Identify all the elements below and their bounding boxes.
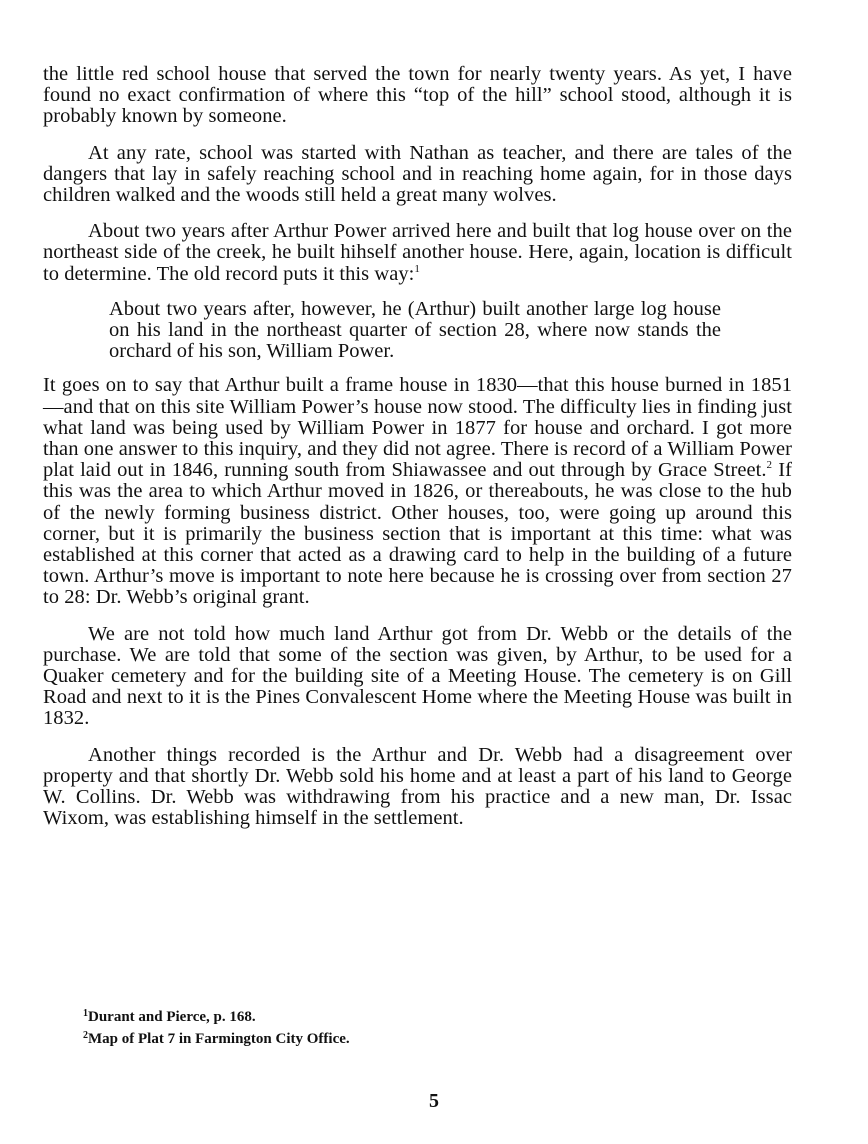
- paragraph-frame-house: [43, 375, 792, 608]
- footnote-text: Map of Plat 7 in Farmington City Office.: [88, 1031, 350, 1047]
- paragraph-text-part1: It goes on to say that Arthur built a frame house in 1830—that this house burned in 1851—and that on this site William Power’s house now stood. The difficulty lies in finding just what land was being used by William Power in 1877 for house and orchard. I got more than one answer to this inquiry, and they did not agree. There is record of a William Power plat laid out in 1846, running south from Shiawassee and out through by Grace Street.: [43, 374, 792, 482]
- footnote-mark: 1: [83, 1008, 88, 1019]
- footnote-mark: 2: [83, 1030, 88, 1041]
- quote-text: About two years after, however, he (Arthur) built another large log house on his land in the northeast quarter of section 28, where now stands the orchard of his son, William Power.: [109, 297, 721, 363]
- footnote-2: [83, 1028, 683, 1050]
- paragraph-text-part2: If this was the area to which Arthur moved in 1826, or thereabouts, he was close to the hub of the newly forming business district. Other houses, too, were going up around this corner, but it is primarily the business section that is important at this time: what was established at this corner that acted as a drawing card to help in the building of a future town. Arthur’s move is important to note here because he is crossing over from section 27 to 28: Dr. Webb’s original grant.: [43, 459, 792, 609]
- paragraph-text: At any rate, school was started with Nathan as teacher, and there are tales of the dangers that lay in safely reaching school and in reaching home again, for in those days children walked and the woods still held a great many wolves.: [43, 141, 792, 207]
- footnote-reference-2: 2: [766, 459, 773, 472]
- paragraph-text: We are not told how much land Arthur got from Dr. Webb or the details of the purchase. We are told that some of the section was given, by Arthur, to be used for a Quaker cemetery and for the building site of a Meeting House. The cemetery is on Gill Road and next to it is the Pines Convalescent Home where the Meeting House was built in 1832.: [43, 622, 792, 730]
- block-quote: [109, 299, 721, 363]
- paragraph-land-purchase: [43, 624, 792, 730]
- footnotes: [83, 1006, 683, 1050]
- paragraph-text: About two years after Arthur Power arrived here and built that log house over on the northeast side of the creek, he built hihself another house. Here, again, location is difficult to determine. The old record puts it this way:: [43, 220, 792, 285]
- paragraph-text: Another things recorded is the Arthur and Dr. Webb had a disagreement over property and that shortly Dr. Webb sold his home and at least a part of his land to George W. Collins. Dr. Webb was withdrawing from his practice and a new man, Dr. Issac Wixom, was establishing himself in the settlement.: [43, 743, 792, 830]
- document-body: [43, 64, 792, 830]
- paragraph-school-house: [43, 64, 792, 128]
- footnote-reference-1: 1: [414, 262, 420, 275]
- footnote-1: [83, 1006, 683, 1028]
- paragraph-second-house: [43, 221, 792, 285]
- page-number: 5: [429, 1090, 439, 1112]
- paragraph-text: the little red school house that served the town for nearly twenty years. As yet, I have found no exact confirmation of where this “top of the hill” school stood, although it is probably known by someone.: [43, 63, 792, 128]
- paragraph-school-started: [43, 143, 792, 207]
- paragraph-disagreement: [43, 745, 792, 830]
- footnote-text: Durant and Pierce, p. 168.: [88, 1009, 256, 1025]
